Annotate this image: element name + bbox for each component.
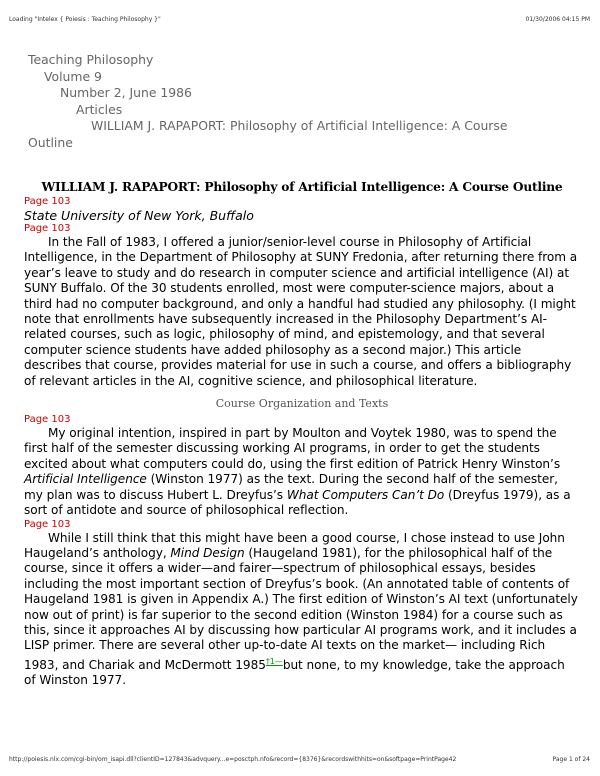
paragraph-original-intention: My original intention, inspired in part by Moulton and Voytek 1980, was to spend the first half of the semester discussing working AI programs, in order to get the students excited about what computers could do, using the first edition of Patrick Henry Winston’s Artificial Intelligence (Winston 1977) as the text. During the second half of the semester, my plan was to discuss Hubert L. Dreyfus’s What Computers Can’t Do (Dreyfus 1979), as a sort of antidote and source of philosophical reflection.: [24, 426, 571, 518]
breadcrumb-section[interactable]: Articles: [76, 101, 123, 117]
book-title-ai: Artificial Intelligence: [24, 472, 147, 487]
breadcrumb-volume[interactable]: Volume 9: [44, 68, 102, 84]
breadcrumb: [28, 52, 548, 152]
paragraph-intro: In the Fall of 1983, I offered a junior/senior-level course in Philosophy of Artificial Intelligence, in the Department of Philosophy at SUNY Fredonia, after returning there from a year’s leave to study and do research in computer science and artificial intelligence (AI) at SUNY Buffalo. Of the 30 students enrolled, most were computer-science majors, about a third had no computer background, and only a handful had studied any philosophy. (I might note that enrollments have subsequently increased in the Philosophy Department’s AI-related courses, such as logic, philosophy of mind, and epistemology, and that several computer science students have added philosophy as a second major.) This article describes that course, provides material for use in such a course, and offers a bibliography of relevant articles in the AI, cognitive science, and philosophical literature.: [24, 235, 578, 388]
breadcrumb-article-line2[interactable]: Outline: [28, 134, 73, 150]
footnote-link[interactable]: †1—: [265, 656, 283, 666]
page-marker[interactable]: Page 103: [24, 518, 71, 530]
page-marker[interactable]: Page 103: [24, 223, 71, 234]
print-footer-url: http://poiesis.nlx.com/cgi-bin/om_isapi.dll?clientID=127843&advquery...e=posctph.nfo&record={8376}&recordswithhits=on&softpage=PrintPage42: [9, 756, 457, 763]
paragraph-course-choice: While I still think that this might have been a good course, I chose instead to use John Haugeland’s anthology, Mind Design (Haugeland 1981), for the philosophical half of the course, since it offers a wider—and fairer—spectrum of philosophical essays, besides including the most important section of Dreyfus’s book. (An annotated table of contents of Haugeland 1981 is given in Appendix A.) The first edition of Winston’s AI text (unfortunately now out of print) is far superior to the second edition (Winston 1984) for a course such as this, since it approaches AI by discussing how particular AI programs work, and it includes a LISP primer. There are several other up-to-date AI texts on the market— including Rich 1983, and Chariak and McDermott 1985$^{\dagger 1—}$but none, to my knowledge, take the approach of Winston 1977.: [24, 530, 578, 688]
breadcrumb-number[interactable]: Number 2, June 1986: [60, 85, 192, 101]
breadcrumb-article[interactable]: [28, 118, 548, 151]
page-marker[interactable]: Page 103: [24, 196, 71, 207]
breadcrumb-journal[interactable]: Teaching Philosophy: [28, 52, 154, 67]
page-marker[interactable]: Page 103: [24, 414, 71, 426]
section-heading: Course Organization and Texts: [215, 397, 389, 411]
article-title: WILLIAM J. RAPAPORT: Philosophy of Artificial Intelligence: A Course Outline: [41, 180, 563, 194]
author-affiliation: State University of New York, Buffalo: [24, 208, 254, 223]
book-title-dreyfus: What Computers Can’t Do: [286, 487, 445, 502]
article-body: [24, 180, 580, 689]
book-title-mind-design: Mind Design: [170, 545, 245, 560]
print-header-timestamp: 01/30/2006 04:15 PM: [525, 16, 590, 23]
print-header-title: Loading "Intelex { Poiesis : Teaching Philosophy }": [9, 16, 161, 23]
breadcrumb-article-line1[interactable]: WILLIAM J. RAPAPORT: Philosophy of Artificial Intelligence: A Course: [91, 118, 508, 134]
print-footer-page-count: Page 1 of 24: [552, 756, 590, 763]
